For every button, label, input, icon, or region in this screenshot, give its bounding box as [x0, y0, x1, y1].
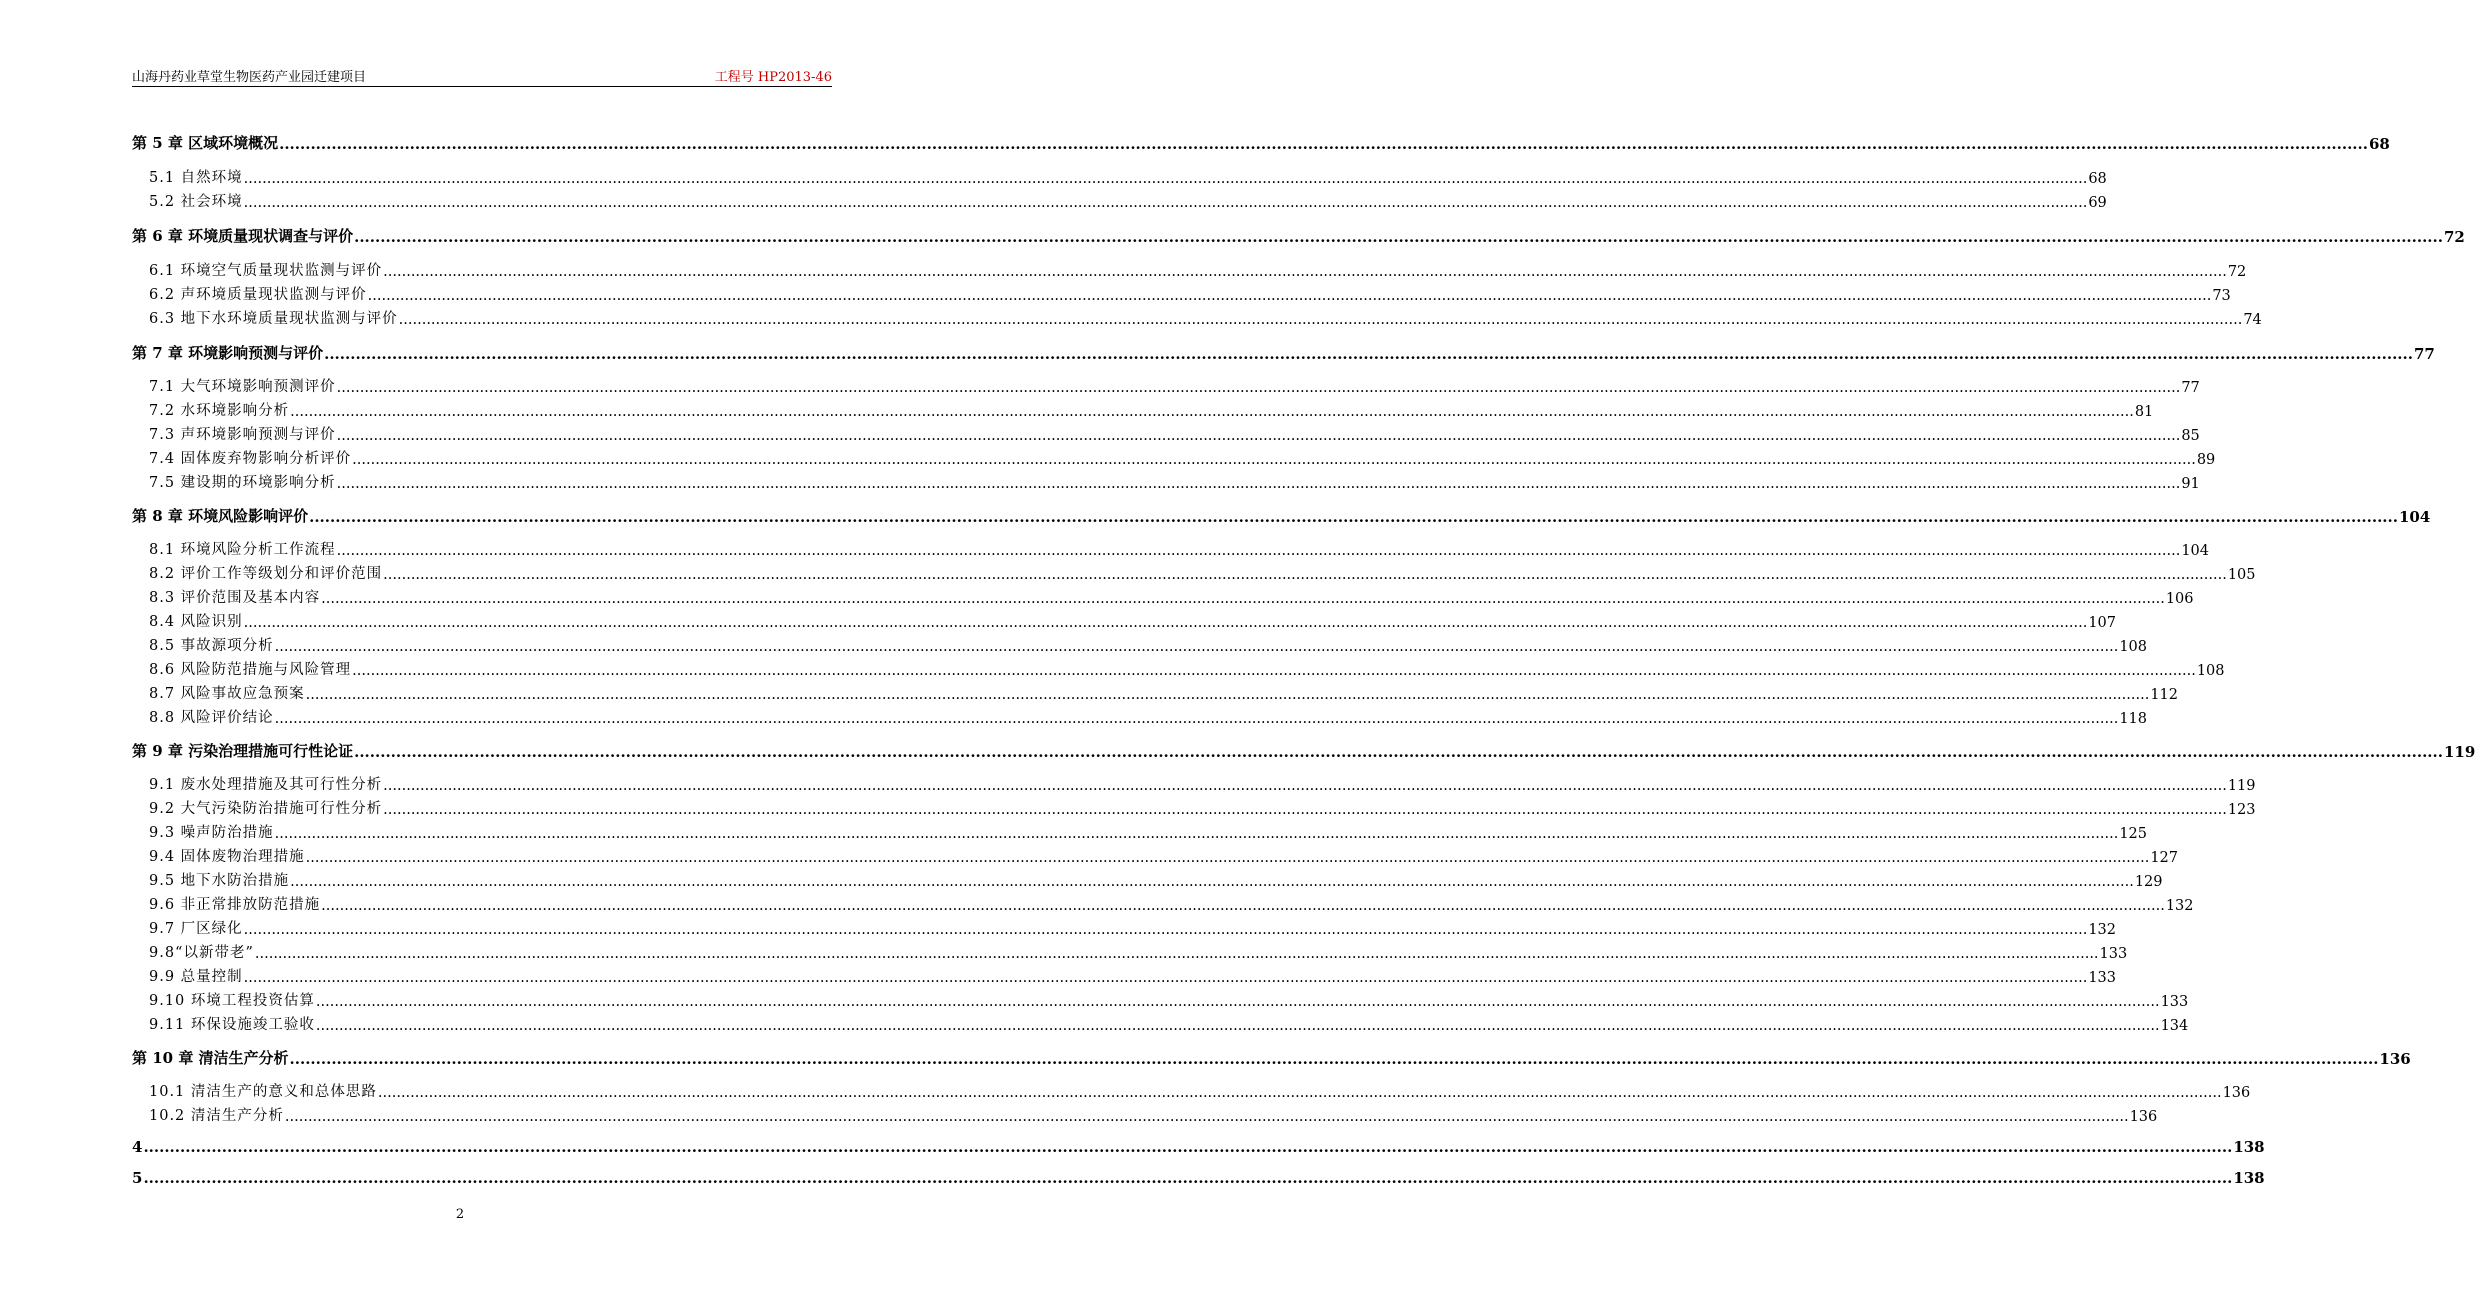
toc-leader-dots: ................................................................................................................................................................................................................................................................................................................................................................................................................	[336, 380, 2181, 396]
toc-entry-title: 9.8“以新带老”	[149, 945, 254, 961]
toc-leader-dots: ................................................................................................................................................................................................................................................................................................................................................................................................................	[243, 195, 2088, 211]
toc-section-entry[interactable]	[132, 705, 2148, 727]
toc-entry-page: 125	[2119, 826, 2148, 842]
toc-section-entry[interactable]	[132, 820, 2148, 842]
toc-section-entry[interactable]	[132, 916, 2117, 938]
toc-entry-title: 第 9 章 污染治理措施可行性论证	[132, 742, 354, 760]
toc-entry-title: 9.6 非正常排放防范措施	[149, 897, 321, 913]
toc-entry-title: 9.3 噪声防治措施	[149, 825, 274, 841]
toc-leader-dots: ................................................................................................................................................................................................................................................................................................................................................................................................................	[279, 135, 2368, 153]
toc-section-entry[interactable]	[132, 1079, 2251, 1101]
toc-leader-dots: ................................................................................................................................................................................................................................................................................................................................................................................................................	[336, 543, 2181, 559]
toc-entry-page: 72	[2443, 228, 2465, 246]
toc-entry-title: 9.5 地下水防治措施	[149, 873, 290, 889]
toc-section-entry[interactable]	[132, 1103, 2158, 1125]
toc-leader-dots: ................................................................................................................................................................................................................................................................................................................................................................................................................	[321, 591, 2165, 607]
toc-section-entry[interactable]	[132, 940, 2128, 962]
toc-entry-title: 8.7 风险事故应急预案	[149, 686, 305, 702]
toc-section-entry[interactable]	[132, 446, 2216, 468]
toc-entry-page: 112	[2150, 687, 2179, 703]
toc-section-entry[interactable]	[132, 561, 2256, 583]
toc-entry-page: 89	[2196, 452, 2216, 468]
toc-entry-page: 136	[2379, 1050, 2411, 1068]
toc-leader-dots: ................................................................................................................................................................................................................................................................................................................................................................................................................	[383, 802, 2227, 818]
toc-entry-page: 104	[2181, 543, 2210, 559]
toc-entry-title: 9.7 厂区绿化	[149, 921, 243, 937]
toc-leader-dots: ................................................................................................................................................................................................................................................................................................................................................................................................................	[290, 404, 2134, 420]
toc-entry-title: 9.4 固体废物治理措施	[149, 849, 305, 865]
toc-leader-dots: ................................................................................................................................................................................................................................................................................................................................................................................................................	[354, 743, 2443, 761]
toc-chapter-entry[interactable]	[132, 224, 2465, 246]
toc-chapter-entry[interactable]	[132, 504, 2431, 526]
toc-chapter-entry[interactable]	[132, 739, 2475, 761]
toc-entry-page: 132	[2088, 922, 2117, 938]
toc-entry-title: 7.1 大气环境影响预测评价	[149, 379, 336, 395]
toc-leader-dots: ................................................................................................................................................................................................................................................................................................................................................................................................................	[305, 850, 2150, 866]
toc-entry-title: 9.10 环境工程投资估算	[149, 993, 315, 1009]
toc-leader-dots: ................................................................................................................................................................................................................................................................................................................................................................................................................	[354, 228, 2443, 246]
toc-entry-page: 77	[2413, 345, 2435, 363]
toc-leader-dots: ................................................................................................................................................................................................................................................................................................................................................................................................................	[324, 345, 2413, 363]
toc-section-entry[interactable]	[132, 1012, 2189, 1034]
toc-leader-dots: ................................................................................................................................................................................................................................................................................................................................................................................................................	[398, 312, 2243, 328]
toc-entry-title: 8.5 事故源项分析	[149, 638, 274, 654]
toc-section-entry[interactable]	[132, 657, 2225, 679]
toc-leader-dots: ................................................................................................................................................................................................................................................................................................................................................................................................................	[143, 1169, 2233, 1187]
toc-entry-page: 132	[2165, 898, 2194, 914]
toc-entry-page: 129	[2134, 874, 2163, 890]
toc-entry-page: 85	[2181, 428, 2200, 444]
toc-entry-page: 138	[2233, 1138, 2265, 1156]
toc-section-entry[interactable]	[132, 633, 2148, 655]
toc-leader-dots: ................................................................................................................................................................................................................................................................................................................................................................................................................	[254, 946, 2099, 962]
toc-section-entry[interactable]	[132, 796, 2256, 818]
toc-entry-title: 5	[132, 1169, 143, 1187]
toc-entry-title: 第 7 章 环境影响预测与评价	[132, 344, 324, 362]
toc-section-entry[interactable]	[132, 964, 2117, 986]
toc-entry-page: 127	[2150, 850, 2179, 866]
toc-section-entry[interactable]	[132, 681, 2179, 703]
toc-leader-dots: ................................................................................................................................................................................................................................................................................................................................................................................................................	[243, 970, 2088, 986]
toc-entry-title: 10.1 清洁生产的意义和总体思路	[149, 1084, 377, 1100]
toc-leader-dots: ................................................................................................................................................................................................................................................................................................................................................................................................................	[352, 663, 2196, 679]
toc-section-entry[interactable]	[132, 844, 2179, 866]
toc-entry-title: 第 5 章 区域环境概况	[132, 134, 279, 152]
toc-leader-dots: ................................................................................................................................................................................................................................................................................................................................................................................................................	[274, 711, 2119, 727]
toc-entry-page: 136	[2129, 1109, 2158, 1125]
toc-entry-title: 9.2 大气污染防治措施可行性分析	[149, 801, 383, 817]
toc-section-entry[interactable]	[132, 868, 2163, 890]
toc-entry-title: 7.4 固体废弃物影响分析评价	[149, 451, 352, 467]
toc-entry-title: 8.4 风险识别	[149, 614, 243, 630]
toc-leader-dots: ................................................................................................................................................................................................................................................................................................................................................................................................................	[305, 687, 2150, 703]
toc-entry-title: 6.3 地下水环境质量现状监测与评价	[149, 311, 398, 327]
toc-section-entry[interactable]	[132, 258, 2247, 280]
toc-entry-page: 105	[2227, 567, 2256, 583]
toc-entry-page: 133	[2099, 946, 2128, 962]
toc-entry-title: 9.11 环保设施竣工验收	[149, 1017, 315, 1033]
toc-entry-page: 123	[2227, 802, 2256, 818]
toc-entry-page: 136	[2222, 1085, 2251, 1101]
toc-chapter-entry[interactable]	[132, 131, 2390, 153]
toc-entry-page: 119	[2227, 778, 2256, 794]
toc-section-entry[interactable]	[132, 892, 2194, 914]
toc-leader-dots: ................................................................................................................................................................................................................................................................................................................................................................................................................	[377, 1085, 2222, 1101]
toc-entry-page: 91	[2181, 476, 2200, 492]
page-header	[132, 64, 832, 87]
project-name: 山海丹药业草堂生物医药产业园迁建项目	[132, 70, 367, 85]
toc-section-entry[interactable]	[132, 374, 2200, 396]
toc-section-entry[interactable]	[132, 609, 2117, 631]
toc-entry-title: 10.2 清洁生产分析	[149, 1108, 284, 1124]
toc-entry-page: 138	[2233, 1169, 2265, 1187]
toc-leader-dots: ................................................................................................................................................................................................................................................................................................................................................................................................................	[290, 874, 2134, 890]
toc-entry-page: 77	[2181, 380, 2200, 396]
toc-chapter-entry[interactable]	[132, 1165, 2265, 1187]
toc-leader-dots: ................................................................................................................................................................................................................................................................................................................................................................................................................	[315, 1018, 2160, 1034]
toc-entry-page: 81	[2134, 404, 2154, 420]
toc-section-entry[interactable]	[132, 398, 2154, 420]
toc-leader-dots: ................................................................................................................................................................................................................................................................................................................................................................................................................	[321, 898, 2165, 914]
toc-entry-title: 8.2 评价工作等级划分和评价范围	[149, 566, 383, 582]
toc-section-entry[interactable]	[132, 165, 2107, 187]
toc-entry-page: 108	[2196, 663, 2225, 679]
toc-entry-page: 68	[2368, 135, 2390, 153]
toc-entry-page: 134	[2160, 1018, 2189, 1034]
toc-leader-dots: ................................................................................................................................................................................................................................................................................................................................................................................................................	[383, 567, 2227, 583]
toc-leader-dots: ................................................................................................................................................................................................................................................................................................................................................................................................................	[336, 428, 2181, 444]
toc-leader-dots: ................................................................................................................................................................................................................................................................................................................................................................................................................	[383, 264, 2227, 280]
toc-entry-title: 5.2 社会环境	[149, 194, 243, 210]
toc-chapter-entry[interactable]	[132, 341, 2435, 363]
toc-leader-dots: ................................................................................................................................................................................................................................................................................................................................................................................................................	[243, 171, 2088, 187]
project-number: 工程号 HP2013-46	[714, 70, 832, 85]
toc-leader-dots: ................................................................................................................................................................................................................................................................................................................................................................................................................	[367, 288, 2212, 304]
toc-leader-dots: ................................................................................................................................................................................................................................................................................................................................................................................................................	[383, 778, 2227, 794]
toc-entry-page: 133	[2160, 994, 2189, 1010]
toc-entry-title: 7.3 声环境影响预测与评价	[149, 427, 336, 443]
toc-leader-dots: ................................................................................................................................................................................................................................................................................................................................................................................................................	[243, 922, 2088, 938]
toc-section-entry[interactable]	[132, 422, 2200, 444]
toc-section-entry[interactable]	[132, 537, 2210, 559]
toc-entry-title: 7.2 水环境影响分析	[149, 403, 290, 419]
toc-entry-page: 73	[2212, 288, 2231, 304]
toc-entry-title: 4	[132, 1138, 143, 1156]
toc-section-entry[interactable]	[132, 988, 2189, 1010]
toc-chapter-entry[interactable]	[132, 1046, 2411, 1068]
toc-section-entry[interactable]	[132, 306, 2262, 328]
toc-leader-dots: ................................................................................................................................................................................................................................................................................................................................................................................................................	[274, 826, 2119, 842]
toc-leader-dots: ................................................................................................................................................................................................................................................................................................................................................................................................................	[274, 639, 2119, 655]
toc-entry-title: 6.2 声环境质量现状监测与评价	[149, 287, 367, 303]
toc-leader-dots: ................................................................................................................................................................................................................................................................................................................................................................................................................	[243, 615, 2088, 631]
toc-entry-title: 9.9 总量控制	[149, 969, 243, 985]
toc-leader-dots: ................................................................................................................................................................................................................................................................................................................................................................................................................	[309, 508, 2398, 526]
toc-entry-title: 第 8 章 环境风险影响评价	[132, 507, 309, 525]
toc-leader-dots: ................................................................................................................................................................................................................................................................................................................................................................................................................	[284, 1109, 2129, 1125]
toc-entry-title: 8.8 风险评价结论	[149, 710, 274, 726]
toc-entry-title: 9.1 废水处理措施及其可行性分析	[149, 777, 383, 793]
toc-leader-dots: ................................................................................................................................................................................................................................................................................................................................................................................................................	[289, 1050, 2379, 1068]
toc-leader-dots: ................................................................................................................................................................................................................................................................................................................................................................................................................	[143, 1138, 2233, 1156]
toc-entry-title: 8.1 环境风险分析工作流程	[149, 542, 336, 558]
toc-leader-dots: ................................................................................................................................................................................................................................................................................................................................................................................................................	[352, 452, 2196, 468]
toc-entry-page: 133	[2088, 970, 2117, 986]
toc-entry-title: 7.5 建设期的环境影响分析	[149, 475, 336, 491]
toc-entry-page: 118	[2119, 711, 2148, 727]
toc-entry-title: 8.3 评价范围及基本内容	[149, 590, 321, 606]
toc-section-entry[interactable]	[132, 470, 2200, 492]
toc-section-entry[interactable]	[132, 772, 2256, 794]
toc-leader-dots: ................................................................................................................................................................................................................................................................................................................................................................................................................	[315, 994, 2160, 1010]
toc-entry-page: 119	[2443, 743, 2475, 761]
toc-entry-title: 第 6 章 环境质量现状调查与评价	[132, 227, 354, 245]
toc-section-entry[interactable]	[132, 189, 2107, 211]
toc-entry-title: 8.6 风险防范措施与风险管理	[149, 662, 352, 678]
toc-entry-page: 106	[2165, 591, 2194, 607]
toc-section-entry[interactable]	[132, 282, 2231, 304]
toc-entry-page: 74	[2243, 312, 2262, 328]
toc-entry-page: 72	[2227, 264, 2247, 280]
toc-entry-title: 第 10 章 清洁生产分析	[132, 1049, 289, 1067]
toc-entry-page: 68	[2088, 171, 2107, 187]
toc-entry-page: 69	[2088, 195, 2107, 211]
toc-leader-dots: ................................................................................................................................................................................................................................................................................................................................................................................................................	[336, 476, 2181, 492]
toc-entry-page: 108	[2119, 639, 2148, 655]
page-number: 2	[455, 1207, 465, 1222]
toc-entry-title: 5.1 自然环境	[149, 170, 243, 186]
toc-section-entry[interactable]	[132, 585, 2194, 607]
toc-entry-page: 104	[2398, 508, 2431, 526]
toc-chapter-entry[interactable]	[132, 1134, 2265, 1156]
toc-entry-title: 6.1 环境空气质量现状监测与评价	[149, 263, 383, 279]
toc-entry-page: 107	[2088, 615, 2117, 631]
